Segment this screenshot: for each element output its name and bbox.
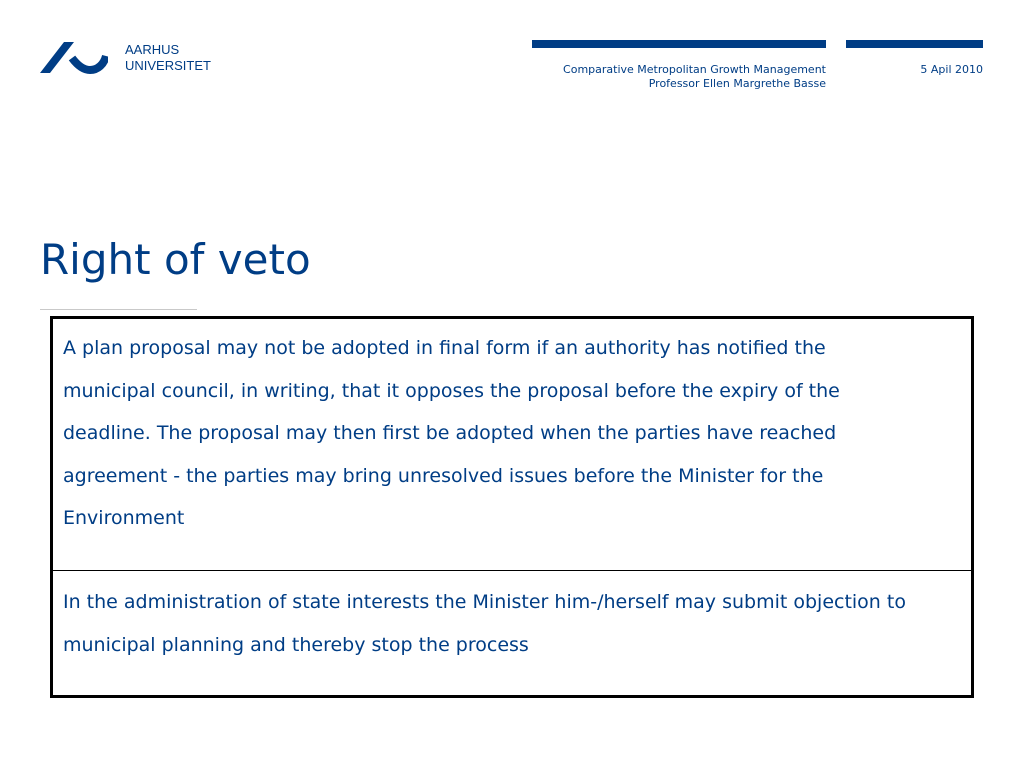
row-text-line: agreement - the parties may bring unresolved issues before the Minister for the [63, 464, 824, 487]
slide-date: 5 Apil 2010 [920, 63, 983, 76]
header-bar-right [846, 40, 983, 48]
university-name [125, 42, 211, 74]
course-info [470, 63, 826, 91]
row-text-line: deadline. The proposal may then first be adopted when the parties have reached [63, 422, 837, 445]
row-text-line: Environment [63, 507, 185, 530]
slide-title: Right of veto [40, 235, 311, 284]
university-name-line2: UNIVERSITET [125, 58, 211, 73]
row-text-line: municipal council, in writing, that it opposes the proposal before the expiry of the [63, 379, 840, 402]
university-name-line1: AARHUS [125, 42, 180, 57]
table-row [53, 327, 971, 571]
row-text-line: A plan proposal may not be adopted in final form if an authority has notified the [63, 337, 826, 359]
lecturer-name: Professor Ellen Margrethe Basse [648, 77, 826, 90]
aarhus-university-logo-icon [40, 40, 108, 74]
row-divider [53, 570, 971, 571]
course-title: Comparative Metropolitan Growth Management [563, 63, 826, 76]
header-bar-left [532, 40, 826, 48]
title-underline [40, 309, 197, 310]
content-table [50, 316, 974, 698]
row-text-line: municipal planning and thereby stop the process [63, 633, 529, 656]
table-row [53, 581, 971, 666]
row-text-line: In the administration of state interests the Minister him-/herself may submit objection to [63, 591, 906, 613]
